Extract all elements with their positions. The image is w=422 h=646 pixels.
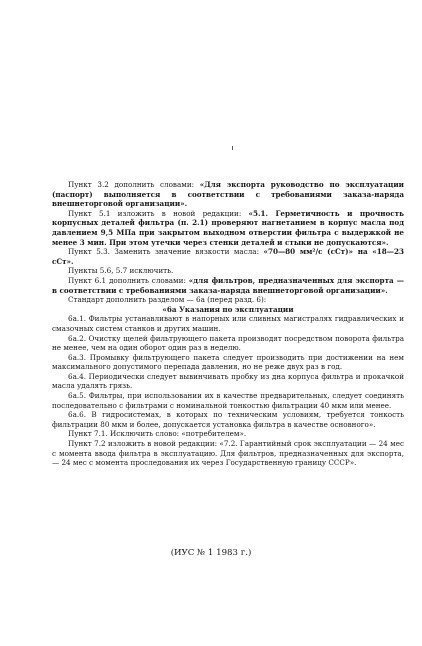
section-item-6a-3: 6а.3. Промывку фильтрующего пакета следует производить при достижении на нем максимального допустимого перепада давления, но не реже двух раз в год. (52, 352, 404, 372)
section-heading: «6а Указания по эксплуатации (162, 304, 294, 314)
section-item-6a-1: 6а.1. Фильтры устанавливают в напорных или сливных магистралях гидравлических и смазочных систем станков и других машин. (52, 314, 404, 333)
section-item-6a-4: 6а.4. Периодически следует вывинчивать пробку из дна корпуса фильтра и прокачкой масла удалять грязь. (52, 371, 404, 391)
paragraph-5-1: Пункт 5.1 изложить в новой редакции: «5.1. Герметичность и прочность корпусных деталей фильтра (п. 2.1) проверяют нагнетанием в корпус масла под давлением 9,5 МПа при закрытом выходном отверстии фильтра с выдержкой не менее 3 мин. При этом утечки через стенки деталей и стыки не допускаются». (52, 208, 404, 247)
paragraph-5-6: Пункты 5.6, 5.7 исключить. (68, 266, 174, 276)
section-item-6a-6: 6а.6. В гидросистемах, в которых по техническим условиям, требуется тонкость фильтрации 80 мкм и более, допускается установка фильтра в качестве основного». (52, 410, 404, 429)
section-item-6a-5: 6а.5. Фильтры, при использовании их в качестве предварительных, следует соединять последовательно с фильтрами с номинальной тонкостью фильтрации 40 мкм или менее. (52, 391, 404, 410)
publication-reference: (ИУС № 1 1983 г.) (170, 548, 252, 558)
section-item-6a-2: 6а.2. Очистку щелей фильтрующего пакета производят посредством поворота фильтра не менее, чем на один оборот один раз в неделю. (52, 333, 404, 353)
paragraph-3-2: Пункт 3.2 дополнить словами: «Для экспорта руководство по эксплуатации (паспорт) выполняется в соответствии с требованиями заказа-наряда внешнеторговой организации». (52, 180, 404, 209)
paragraph-7-1: Пункт 7.1. Исключить слово: «потребителем». (68, 429, 247, 439)
paragraph-7-2: Пункт 7.2 изложить в новой редакции: «7.2. Гарантийный срок эксплуатации — 24 мес с момента ввода фильтра в эксплуатацию. Для фильтров, предназначенных для экспорта, — 24 мес с момента проследования их через Государственную границу СССР». (52, 439, 404, 468)
paragraph-6-1: Пункт 6.1 дополнить словами: «для фильтров, предназначенных для экспорта — в соответствии с требованиями заказа-наряда внешнеторговой организации». (52, 275, 404, 295)
amendment-text (52, 180, 404, 468)
paragraph-section-6a: Стандарт дополнить разделом — 6а (перед разд. 6): (68, 295, 267, 305)
paragraph-5-3: Пункт 5.3. Заменить значение вязкости масла: «70—80 мм²/с (сСт)» на «18—23 сСт». (52, 247, 404, 266)
scan-mark (232, 146, 233, 150)
